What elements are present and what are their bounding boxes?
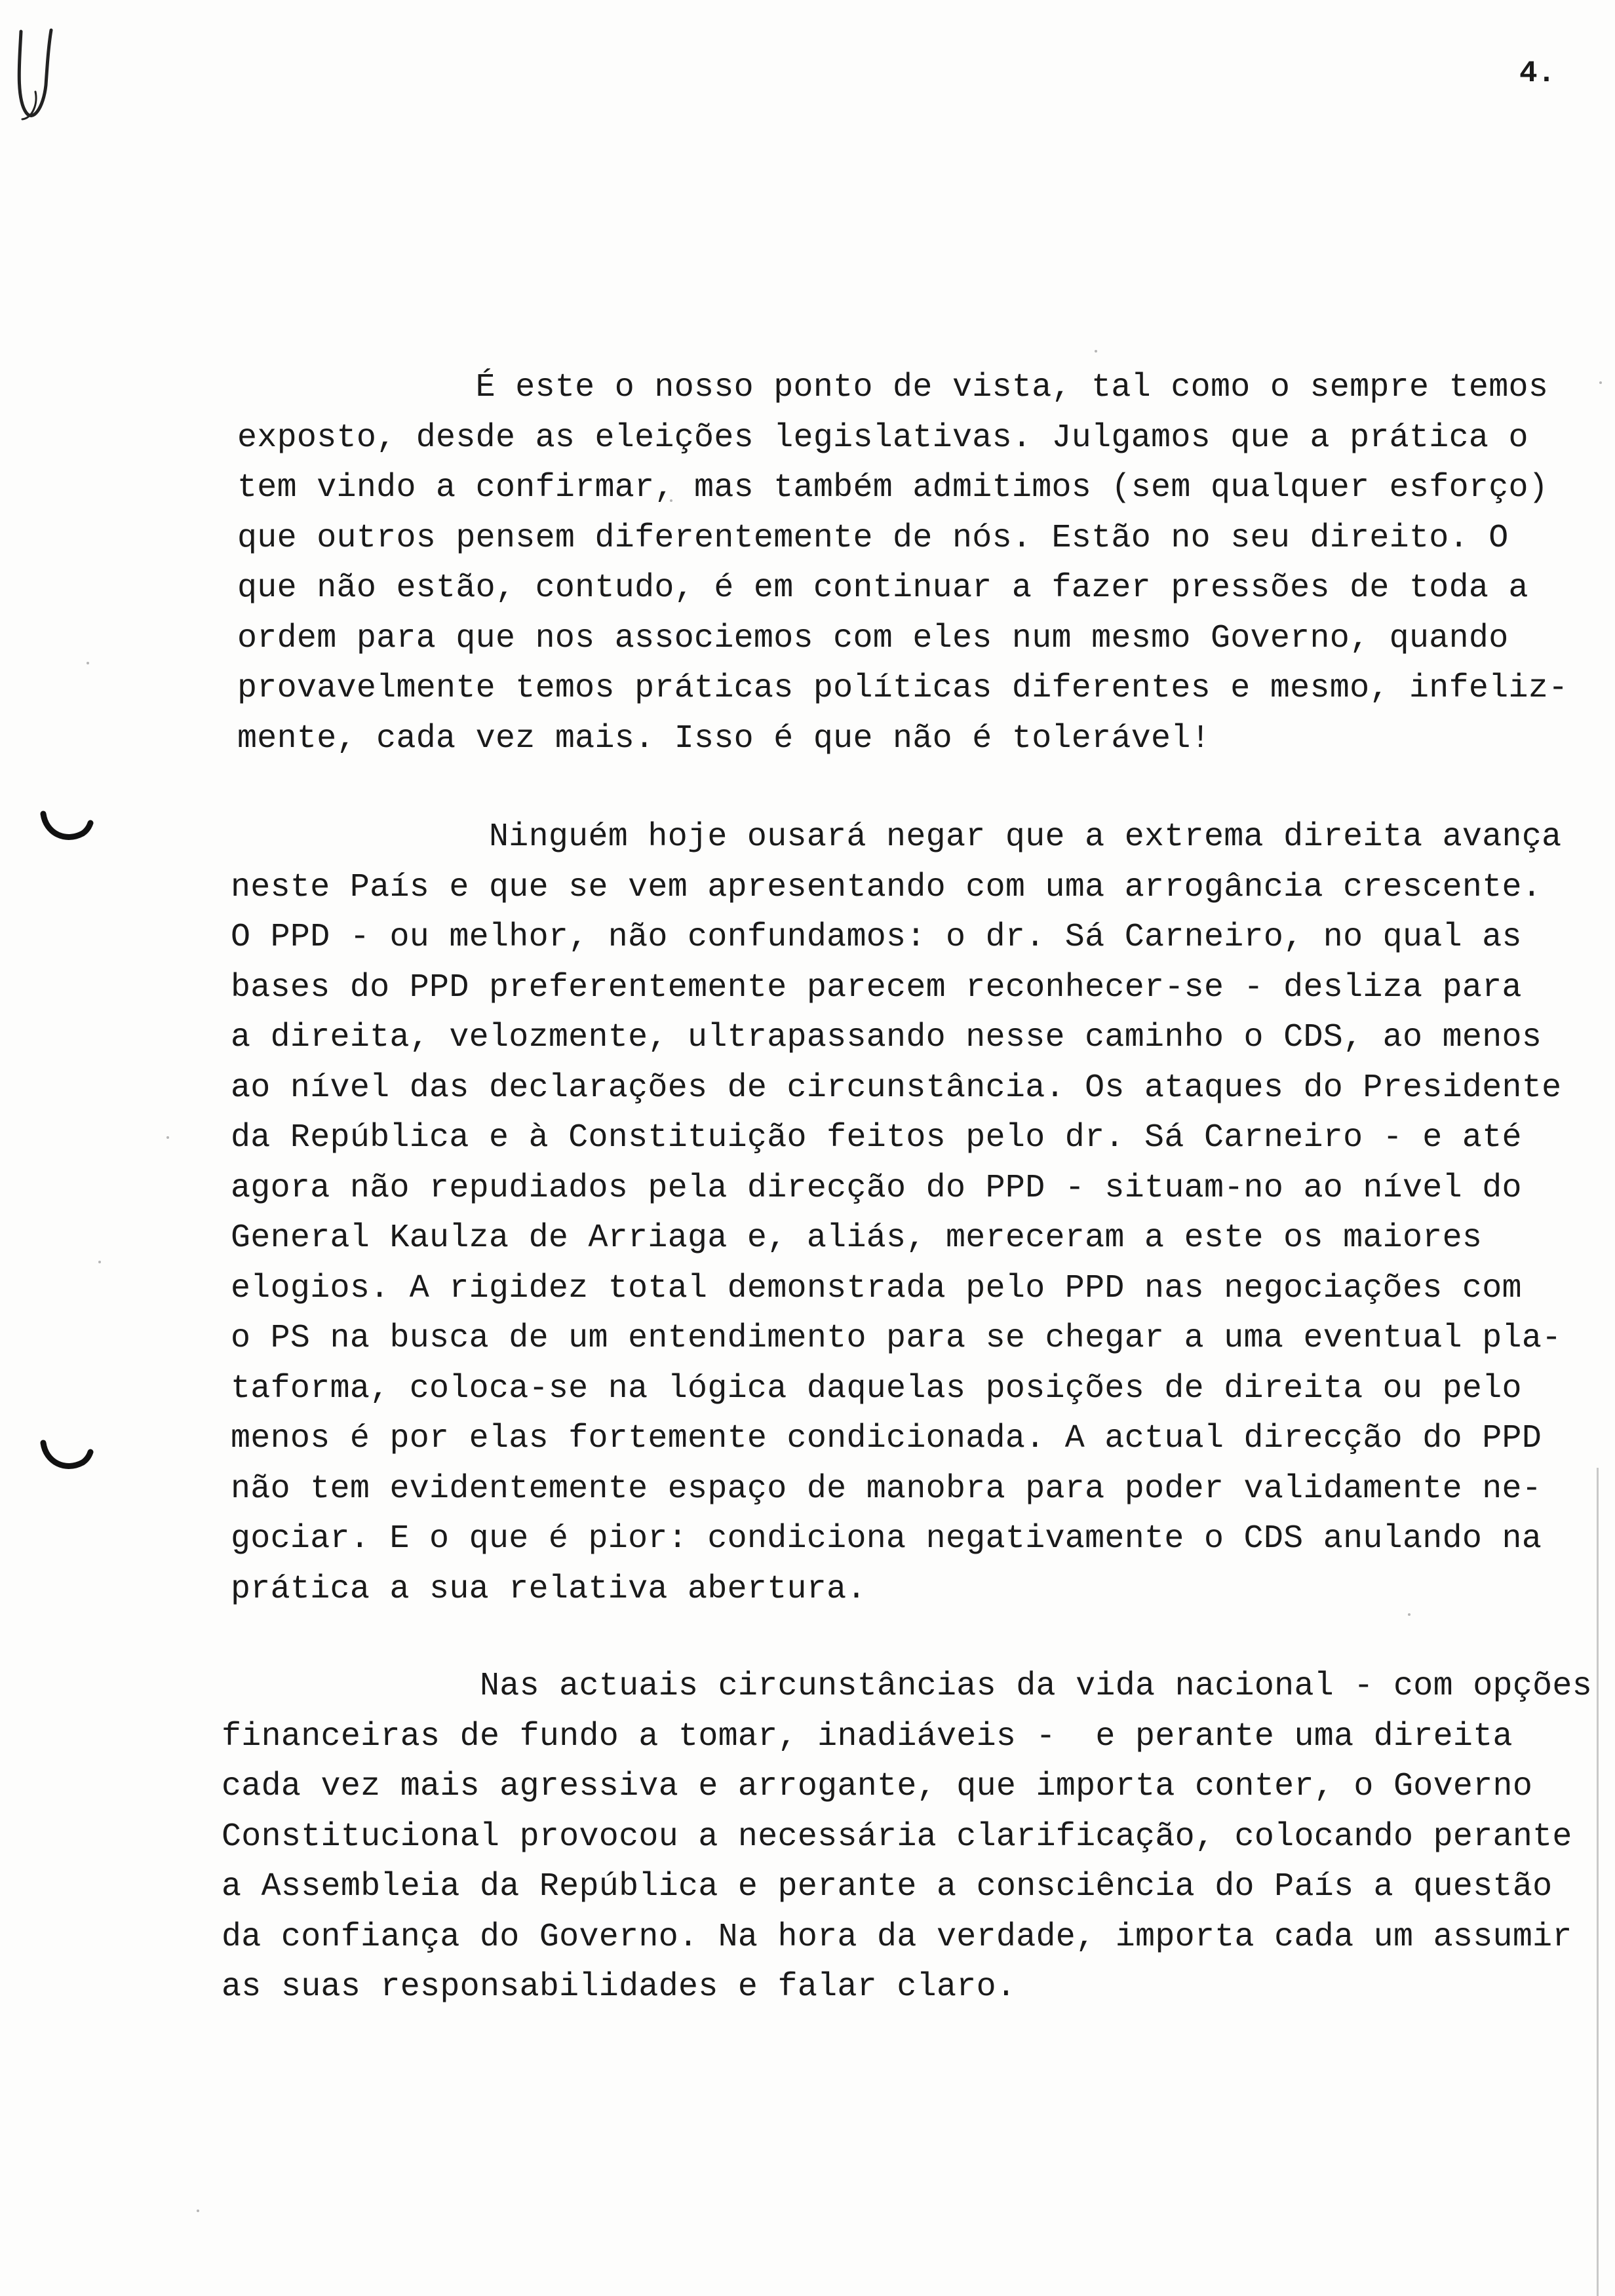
margin-mark-icon: [39, 807, 94, 844]
paragraph-1: [237, 363, 1568, 764]
text-line: elogios. A rigidez total demonstrada pelo PPD nas negociações com: [231, 1269, 1522, 1307]
text-line: Nas actuais circunstâncias da vida nacional - com opções: [222, 1668, 1593, 1705]
text-line: neste País e que se vem apresentando com uma arrogância crescente.: [231, 868, 1542, 906]
paragraph-3: [222, 1662, 1592, 2013]
text-line: exposto, desde as eleições legislativas. Julgamos que a prática o: [237, 419, 1528, 457]
text-line: a direita, velozmente, ultrapassando nesse caminho o CDS, ao menos: [231, 1019, 1542, 1056]
page-number: 4.: [1519, 56, 1556, 90]
text-line: Ninguém hoje ousará negar que a extrema direita avança: [231, 818, 1562, 856]
text-line: financeiras de fundo a tomar, inadiáveis - e perante uma direita: [222, 1717, 1513, 1755]
text-line: menos é por elas fortemente condicionada. A actual direcção do PPD: [231, 1420, 1542, 1457]
text-line: da República e à Constituição feitos pelo dr. Sá Carneiro - e até: [231, 1119, 1522, 1157]
scan-speck: [1095, 350, 1097, 353]
text-line: gociar. E o que é pior: condiciona negativamente o CDS anulando na: [231, 1520, 1542, 1558]
text-line: cada vez mais agressiva e arrogante, que importa conter, o Governo: [222, 1768, 1533, 1805]
text-line: ordem para que nos associemos com eles num mesmo Governo, quando: [237, 619, 1509, 657]
text-line: não tem evidentemente espaço de manobra para poder validamente ne-: [231, 1470, 1542, 1508]
scan-speck: [1599, 381, 1602, 384]
text-line: mente, cada vez mais. Isso é que não é tolerável!: [237, 719, 1211, 757]
margin-mark-icon: [39, 1436, 94, 1473]
text-line: O PPD - ou melhor, não confundamos: o dr. Sá Carneiro, no qual as: [231, 919, 1522, 956]
scan-speck: [98, 1261, 101, 1263]
text-line: Constitucional provocou a necessária clarificação, colocando perante: [222, 1818, 1572, 1856]
text-line: que não estão, contudo, é em continuar a fazer pressões de toda a: [237, 569, 1528, 607]
scan-speck: [166, 1136, 169, 1139]
text-line: taforma, coloca-se na lógica daquelas posições de direita ou pelo: [231, 1369, 1522, 1407]
text-line: a Assembleia da República e perante a consciência do País a questão: [222, 1868, 1553, 1905]
text-line: prática a sua relativa abertura.: [231, 1570, 866, 1608]
text-line: as suas responsabilidades e falar claro.: [222, 1968, 1017, 2006]
scan-edge-rule: [1597, 1468, 1599, 2296]
text-line: General Kaulza de Arriaga e, aliás, mereceram a este os maiores: [231, 1219, 1483, 1257]
text-line: que outros pensem diferentemente de nós. Estão no seu direito. O: [237, 519, 1509, 557]
paragraph-2: [231, 813, 1561, 1615]
text-line: o PS na busca de um entendimento para se chegar a uma eventual pla-: [231, 1320, 1562, 1357]
scan-speck: [197, 2210, 199, 2212]
scan-speck: [87, 662, 89, 664]
text-line: bases do PPD preferentemente parecem reconhecer-se - desliza para: [231, 968, 1522, 1006]
text-line: da confiança do Governo. Na hora da verdade, importa cada um assumir: [222, 1918, 1572, 1956]
text-line: É este o nosso ponto de vista, tal como o sempre temos: [237, 369, 1549, 406]
text-line: ao nível das declarações de circunstância. Os ataques do Presidente: [231, 1069, 1562, 1107]
text-line: agora não repudiados pela direcção do PPD - situam-no ao nível do: [231, 1169, 1522, 1207]
text-line: tem vindo a confirmar, mas também admitimos (sem qualquer esforço): [237, 469, 1549, 507]
text-line: provavelmente temos práticas políticas diferentes e mesmo, infeliz-: [237, 670, 1568, 707]
handwritten-initial-mark: [9, 26, 55, 124]
